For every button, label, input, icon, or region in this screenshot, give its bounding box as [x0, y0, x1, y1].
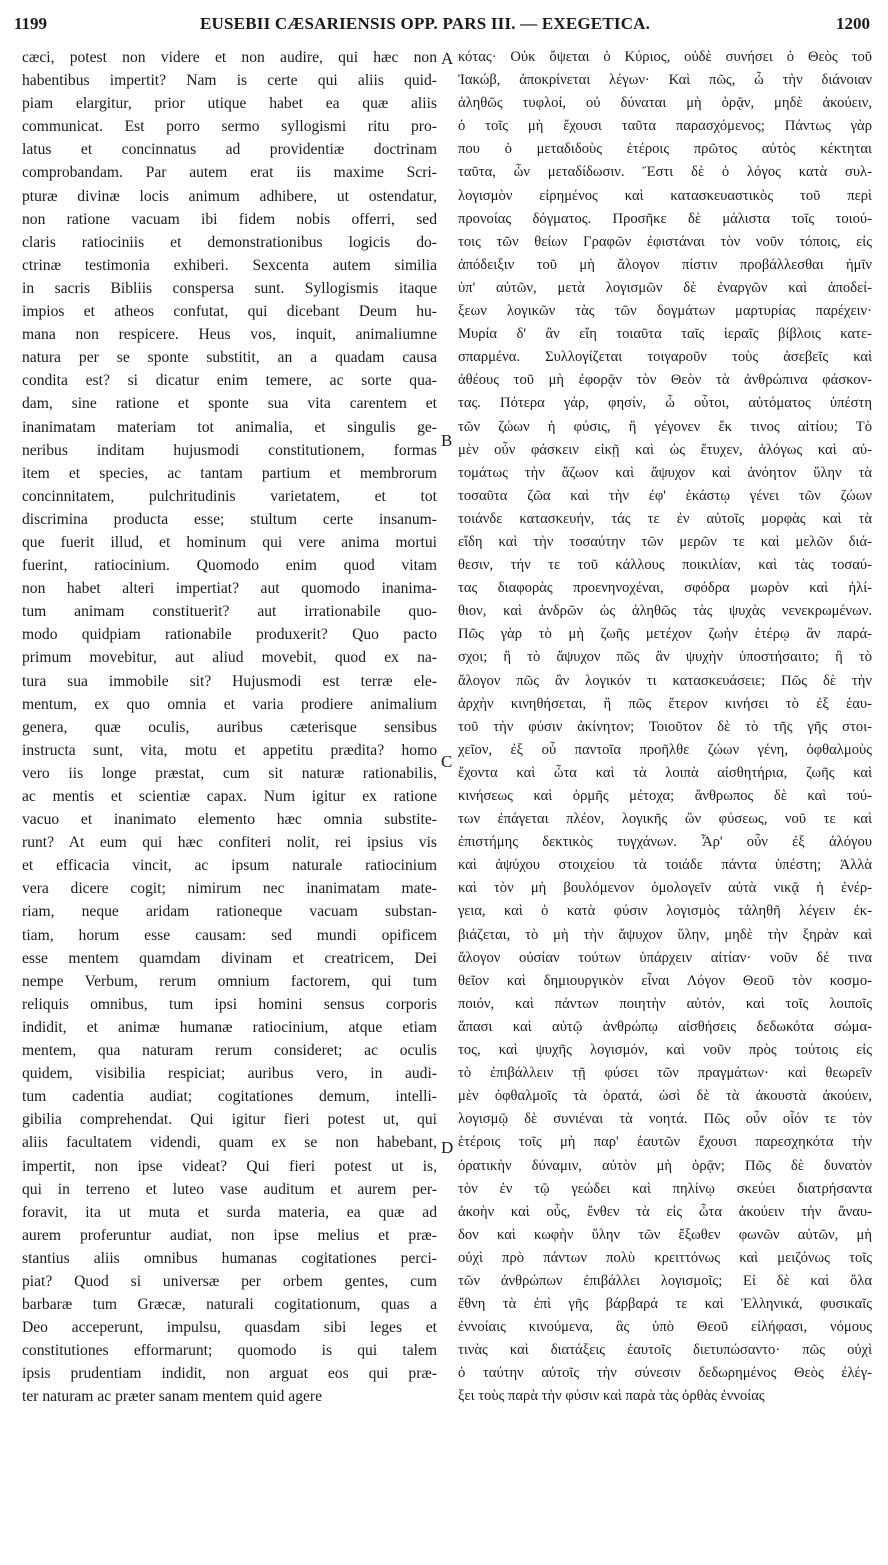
- page-number-right: 1200: [836, 14, 870, 33]
- latin-text-line: aliis facultatem videndi, quam ex se non habebant,: [22, 1134, 437, 1152]
- latin-text-line: reliquis omnibus, tum ipsi homini sensus corporis: [22, 995, 437, 1013]
- latin-text-line: inanimatam materiam tot animalia, et singulis ge-: [22, 418, 437, 436]
- greek-text-line: καὶ τὸν μὴ βουλόμενον ὁμολογεῖν αὐτὰ νικᾷ ἡ ἐνέρ-: [458, 880, 872, 897]
- latin-text-line: cæci, potest non videre et non audire, qui hæc non: [22, 49, 437, 66]
- latin-text-line: piam elargitur, prior utique habet ea quæ aliis: [22, 95, 437, 113]
- greek-text-line: λογισμῷ δὲ συνιέναι τὰ νοητά. Πῶς οὖν οἷόν τε τὸν: [458, 1111, 872, 1128]
- latin-text-line: qui in terreno et luteo vase auditum et aurem per-: [22, 1180, 437, 1198]
- greek-text-line: ἄλογον οὐσίαν τούτων ὑπάρχειν αἰτίαν· νοῦν δέ τινα: [458, 949, 872, 966]
- greek-text-line: ἔχοντα καὶ ὦτα καὶ τὰ λοιπὰ αἰσθητήρια, ζωῆς καὶ: [458, 764, 872, 781]
- latin-text-line: ac mentis et scientiæ capax. Num igitur ex ratione: [22, 788, 437, 805]
- greek-text-line: χεῖον, ἐξ οὗ παντοῖα προῆλθε ζώων γένη, ὀφθαλμοὺς: [458, 741, 872, 758]
- greek-text-line: τῶν ζώων ἡ φύσις, ἢ γέγονεν ἔκ τινος αἰτίου; Τὸ: [458, 418, 872, 435]
- latin-text-line: latus et concinnatus ad providentiæ doctrinam: [22, 141, 437, 159]
- latin-text-line: tum animam constituerit? aut irrationabile quo-: [22, 603, 437, 621]
- greek-text-line: τῶν ἀνθρώπων ἐπιβάλλει λογισμοῖς; Εἰ δὲ καὶ ὅλα: [458, 1272, 872, 1289]
- greek-text-line: ἀπόδειξιν τοῦ μὴ ἄλογον πίστιν προβάλλεσθαι ἡμῖν: [458, 256, 872, 273]
- latin-text-line: discrimina producta esse; stultum certe insanum-: [22, 510, 437, 528]
- greek-text-line: θιον, καὶ ἀνδρῶν ὡς ἀληθῶς τὰς ψυχὰς νενεκρωμένων.: [458, 603, 872, 620]
- latin-text-line: concinnitatem, pulchritudinis varietatem, et tot: [22, 487, 437, 505]
- margin-letter-b: B: [441, 431, 453, 450]
- latin-text-line: natura per se sponte substitit, an a quadam causa: [22, 349, 437, 367]
- greek-text-line: ξει τοὺς παρὰ τὴν φύσιν καὶ παρὰ τὰς ὀρθὰς ἐννοίας: [458, 1388, 765, 1405]
- latin-text-line: tiam, horum esse causam: sed mundi opificem: [22, 926, 437, 944]
- greek-text-line: θεσιν, τήν τε τοῦ κάλλους ποικιλίαν, καὶ τὰς τοσαύ-: [458, 557, 872, 574]
- greek-text-line: τὸν ἐν τῷ γεώδει καὶ πηλίνῳ σκεύει διατρήσαντα: [458, 1180, 872, 1197]
- greek-text-line: ὁρατικὴν δύναμιν, αὐτὸν μὴ ὁρᾷν; Πῶς δὲ δυνατὸν: [458, 1157, 872, 1174]
- greek-text-line: κότας· Οὐκ ὄψεται ὁ Κύριος, οὐδὲ συνήσει ὁ Θεὸς τοῦ: [458, 49, 872, 65]
- greek-text-line: μὲν ὀφθαλμοῖς τὰ ὁρατά, ὡσὶ δὲ τὰ ἀκουστὰ ἀκούειν,: [458, 1088, 872, 1105]
- latin-text-line: quidem, visibilia respiciat; auribus vero, in audi-: [22, 1065, 437, 1083]
- latin-text-line: barbaræ tum Græcæ, naturali cogitationum, quas a: [22, 1296, 437, 1314]
- greek-text-line: λογισμὸν εἰρημένος καὶ κατασκευαστικὸς τοῦ περὶ: [458, 187, 872, 204]
- greek-text-line: ἀρχὴν κινηθήσεται, ἢ πῶς ἕτερον κινήσει τὸ ἐξ ἑαυ-: [458, 695, 872, 712]
- latin-text-line: ctrinæ testimonia exhiberi. Sexcenta autem similia: [22, 256, 437, 274]
- latin-text-line: impios et atheos confutat, qui dicebant Deum hu-: [22, 303, 437, 321]
- greek-text-line: ἄλογον πῶς ἂν λογικόν τι κατασκευάσειε; Πῶς δὲ τὴν: [458, 672, 872, 689]
- latin-text-line: ipsis prudentiam indidit, non arguat eos qui præ-: [22, 1365, 437, 1383]
- greek-text-line: καὶ ἀψύχου στοιχείου τὰ τοιάδε πάντα ὑπέστη; Ἀλλὰ: [458, 857, 872, 874]
- greek-text-line: γεια, καὶ ὁ κατὰ φύσιν λογισμὸς τἀληθῆ λέγειν ἐκ-: [458, 903, 872, 920]
- margin-letter-a: A: [441, 49, 454, 68]
- greek-text-line: σπαρμένα. Συλλογίζεται τοιγαροῦν τοὺς ἀσεβεῖς καὶ: [458, 349, 872, 366]
- latin-text-line: riam, neque aridam rationeque vacuam substan-: [22, 903, 437, 921]
- latin-text-line: gibilia comprehendat. Qui igitur fieri potest ut, qui: [22, 1111, 437, 1129]
- latin-text-line: foravit, ita ut muta et surda materia, ea quæ ad: [22, 1203, 437, 1221]
- greek-text-line: τος, καὶ ψυχῆς λογισμόν, καὶ νοῦν πρὸς τούτοις εἰς: [458, 1042, 872, 1059]
- latin-text-line: primum movebitur, aut aliud movebit, quod ex na-: [22, 649, 437, 667]
- page-number-left: 1199: [14, 14, 48, 33]
- greek-text-line: τας. Πότερα γάρ, φησίν, ὦ οὗτοι, αὐτόματος ὑπέστη: [458, 395, 872, 412]
- greek-text-line: τοσαῦτα ζῶα καὶ τὴν ἐφ' ἑκάστῳ γένει τῶν ζώων: [458, 487, 872, 504]
- latin-text-line: vera dicere cogit; nimirum nec inanimatam mate-: [22, 880, 437, 898]
- margin-letter-d: D: [441, 1138, 454, 1157]
- running-title: EUSEBII CÆSARIENSIS OPP. PARS III. — EXEGETICA.: [200, 14, 651, 33]
- greek-text-line: ποιόν, καὶ πάντων ποιητὴν αὐτόν, καὶ τοῖς λοιποῖς: [458, 995, 872, 1012]
- latin-text-line: constitutiones efformarunt; quomodo is qui talem: [22, 1342, 437, 1360]
- latin-text-line: et efficacia vincit, ac ipsum naturale ratiocinium: [22, 857, 437, 875]
- greek-text-line: τοις τῶν θείων Γραφῶν ἐφιστάναι τὸν νοῦν τόποις, εἰς: [458, 233, 872, 250]
- greek-text-line: θεῖον καὶ δημιουργικὸν εἶναι Λόγον Θεοῦ τὸν κοσμο-: [458, 972, 872, 989]
- greek-text-line: ἀθέους τοῦ μὴ ἐφορᾷν τὸν Θεὸν τὰ ἀνθρώπινα φάσκον-: [458, 372, 872, 389]
- greek-text-line: τας διαφορὰς προενηνοχέναι, σφόδρα μωρὸν καὶ ἠλί-: [458, 580, 872, 597]
- greek-text-line: δον καὶ κωφὴν ὕλην τῶν ἔξωθεν φωνῶν αὐτῶν, μὴ: [458, 1226, 872, 1243]
- latin-text-line: piat? Quod si universæ per orbem gentes, cum: [22, 1272, 437, 1290]
- greek-text-line: ὁ ταύτην αὐτοῖς τὴν σύνεσιν δεδωρημένος Θεὸς ἐλέγ-: [458, 1365, 872, 1382]
- greek-text-line: ἔθνη τὰ ἐπὶ γῆς βάρβαρά τε καὶ Ἑλληνικά, φυσικαῖς: [458, 1296, 872, 1313]
- greek-text-line: τὸ ἐπιβάλλειν τῇ φύσει τῶν πραγμάτων· καὶ θεωρεῖν: [458, 1065, 872, 1082]
- latin-text-line: mentum, ex quo omnia et varia prodiere animalium: [22, 695, 437, 713]
- latin-text-line: communicat. Est porro sermo syllogismi ritu pro-: [22, 118, 437, 136]
- latin-text-line: item et species, ac tantam partium et membrorum: [22, 464, 437, 482]
- greek-text-line: ὑπ' αὐτῶν, μετὰ λογισμῶν δὲ ἐναργῶν καὶ ἀποδεί-: [458, 279, 872, 296]
- latin-text-line: tum cadentia audiat; cogitationes demum, intelli-: [22, 1088, 437, 1106]
- greek-text-line: Πῶς γὰρ τὸ μὴ ζωῆς μετέχον ζωὴν ἑτέρῳ ἂν παρά-: [458, 626, 872, 643]
- greek-text-line: των ἐπάγεται πλέον, λογικῆς ὢν φύσεως, νοῦ τε καὶ: [458, 811, 872, 828]
- greek-text-line: εἴδη καὶ τὴν τοσαύτην τῶν μερῶν τε καὶ μελῶν διά-: [458, 533, 872, 550]
- latin-text-line: non ratione vacuam ibi fidem nobis offerri, sed: [22, 210, 437, 228]
- greek-text-line: τοιάνδε κατασκευήν, τάς τε ἐν αὐτοῖς μορφὰς καὶ τὰ: [458, 510, 872, 527]
- latin-text-line: mana non respicere. Heus vos, inquit, animaliumne: [22, 326, 437, 344]
- latin-text-line: neribus inditam hujusmodi constitutionem, formas: [22, 441, 437, 459]
- greek-text-line: βιάζεται, τὸ μὴ τὴν ἄψυχον ὕλην, μηδὲ τὴν ξηρὰν καὶ: [458, 926, 872, 943]
- latin-text-line: tura sua immobile sit? Hujusmodi est terræ ele-: [22, 672, 437, 690]
- latin-text-line: stantius aliis omnibus humanas cogitationes perci-: [22, 1249, 437, 1267]
- latin-text-line: aurem proferuntur audiat, non ipse melius et præ-: [22, 1226, 437, 1244]
- greek-text-line: ὁ τοῖς μὴ ἔχουσι ταῦτα παρασχόμενος; Πάντως γὰρ: [458, 118, 872, 135]
- latin-text-line: claris ratiociniis et demonstrationibus logicis do-: [22, 233, 437, 251]
- latin-text-line: vero iis longe præstat, cum sit naturæ rationabilis,: [22, 764, 437, 782]
- latin-text-line: instructa sunt, vita, motu et appetitu prædita? homo: [22, 741, 437, 759]
- greek-text-line: κινήσεως καὶ ὁρμῆς μέτοχα; ἄνθρωπος δὲ καὶ τού-: [458, 788, 872, 804]
- latin-text-line: ter naturam ac præter sanam mentem quid agere: [22, 1388, 323, 1406]
- latin-text-line: indidit, et animæ humanæ ratiocinium, atque etiam: [22, 1018, 437, 1036]
- latin-text-line: Deo acceperunt, impulsu, quasdam sibi leges et: [22, 1319, 437, 1337]
- latin-text-line: impertit, non ipse videat? Qui fieri potest ut is,: [22, 1157, 437, 1175]
- greek-text-line: σχοι; ἢ τὸ ἄψυχον πῶς ἂν ψυχὴν ὑποστήσαιτο; ἢ τὸ: [458, 649, 872, 666]
- latin-text-line: modo quidpiam rationabile produxerit? Quo pacto: [22, 626, 437, 644]
- latin-text-line: mentem, qua naturam rerum consideret; ac oculis: [22, 1042, 437, 1060]
- greek-text-line: ἀκοὴν καὶ οὖς, ἔνθεν τὰ εἰς ὦτα ἀκούειν τὴν ἄναυ-: [458, 1203, 872, 1220]
- latin-text-line: non habet alteri impertiat? aut quomodo inanima-: [22, 580, 437, 598]
- greek-text-line: Ἰακώβ, ἀποκρίνεται λέγων· Καὶ πῶς, ὦ τὴν διάνοιαν: [458, 72, 872, 89]
- greek-text-line: ἅπασι καὶ αὐτῷ ἀνθρώπῳ αἰσθήσεις δεδωκότα σώμα-: [458, 1018, 872, 1035]
- greek-text-line: ἐπιστήμης δεκτικὸς τυγχάνων. Ἆρ' οὖν ἐξ ἀλόγου: [458, 834, 872, 851]
- greek-text-line: οὐχὶ πρὸ πάντων πολὺ κρειττόνως καὶ μειζόνως τοῖς: [458, 1249, 872, 1266]
- greek-text-line: ἑτέροις τοῖς μὴ παρ' ἑαυτῶν ἔχουσι παρεσχηκότα τὴν: [458, 1134, 872, 1151]
- greek-text-line: προνοίας δόγματος. Προσῆκε δὲ μάλιστα τοῖς τοιού-: [458, 210, 872, 227]
- latin-text-line: nempe Verbum, rerum omnium factorem, qui tum: [22, 972, 437, 990]
- latin-text-line: dam, sine ratione et sponte sua vita carentem et: [22, 395, 437, 413]
- latin-text-line: genera, quæ oculis, auribus cæterisque sensibus: [22, 718, 437, 736]
- greek-text-line: τινὰς καὶ διατάξεις ἑαυτοῖς διετυπώσαντο· πῶς οὐχὶ: [458, 1342, 872, 1359]
- greek-text-line: τομάτως τὴν ἄζωον καὶ ἄψυχον καὶ ἀνόητον ὕλην τὰ: [458, 464, 872, 481]
- greek-column: [458, 46, 872, 1409]
- greek-text-line: ταῦτα, ὧν μεταδίδωσιν. Ἔστι δὲ ὁ λόγος κατὰ συλ-: [458, 164, 872, 181]
- greek-text-line: που ὁ μεταδιδοὺς ἑτέροις πρῶτος αὐτὸς κέκτηται: [458, 141, 872, 158]
- latin-text-line: runt? At eum qui hæc confiteri nolit, rei ipsius vis: [22, 834, 437, 852]
- greek-text-line: ἐννοίαις κινούμενα, ἃς ὑπὸ Θεοῦ εἰλήφασι, νόμους: [458, 1319, 872, 1336]
- greek-text-line: ἀληθῶς τυφλοί, οὐ δύναται μὴ ὁρᾷν, μηδὲ ἀκούειν,: [458, 95, 872, 112]
- latin-text-line: vacuo et inanimato elemento hæc omnia substite-: [22, 811, 437, 829]
- latin-text-line: condita est? si dicatur enim temere, ac sorte qua-: [22, 372, 437, 390]
- greek-text-line: μὲν οὖν φάσκειν εἰκῇ καὶ ὡς ἔτυχεν, ἀλόγως καὶ αὐ-: [458, 441, 872, 458]
- greek-text-line: Μυρία δ' ἂν εἴη τοιαῦτα ταῖς ἱεραῖς βίβλοις κατε-: [458, 326, 872, 343]
- latin-text-line: fuerint, ratiocinium. Quomodo enim quod vitam: [22, 557, 437, 575]
- greek-text-line: τοῦ τὴν φύσιν ἀκίνητον; Τοιοῦτον δὲ τὸ τῆς γῆς στοι-: [458, 718, 872, 735]
- latin-text-line: habentibus impertit? Nam is certe qui aliis quid-: [22, 72, 437, 90]
- latin-text-line: que fuerit illud, et hominum qui vere anima mortui: [22, 533, 437, 551]
- latin-text-line: in sacris Bibliis conspersa sunt. Syllogismis itaque: [22, 279, 437, 297]
- margin-letter-c: C: [441, 752, 453, 771]
- greek-text-line: ξεων λογικῶν τὰς τῶν δογμάτων μαρτυρίας παρέχειν·: [458, 303, 872, 320]
- latin-text-line: esse mentem quamdam divinam et creatricem, Dei: [22, 949, 437, 967]
- latin-text-line: pturæ divinæ locis animum adhibere, ut ostendatur,: [22, 187, 437, 205]
- latin-text-line: comprobandam. Par autem erat iis maxime Scri-: [22, 164, 437, 182]
- latin-column: [22, 46, 437, 1409]
